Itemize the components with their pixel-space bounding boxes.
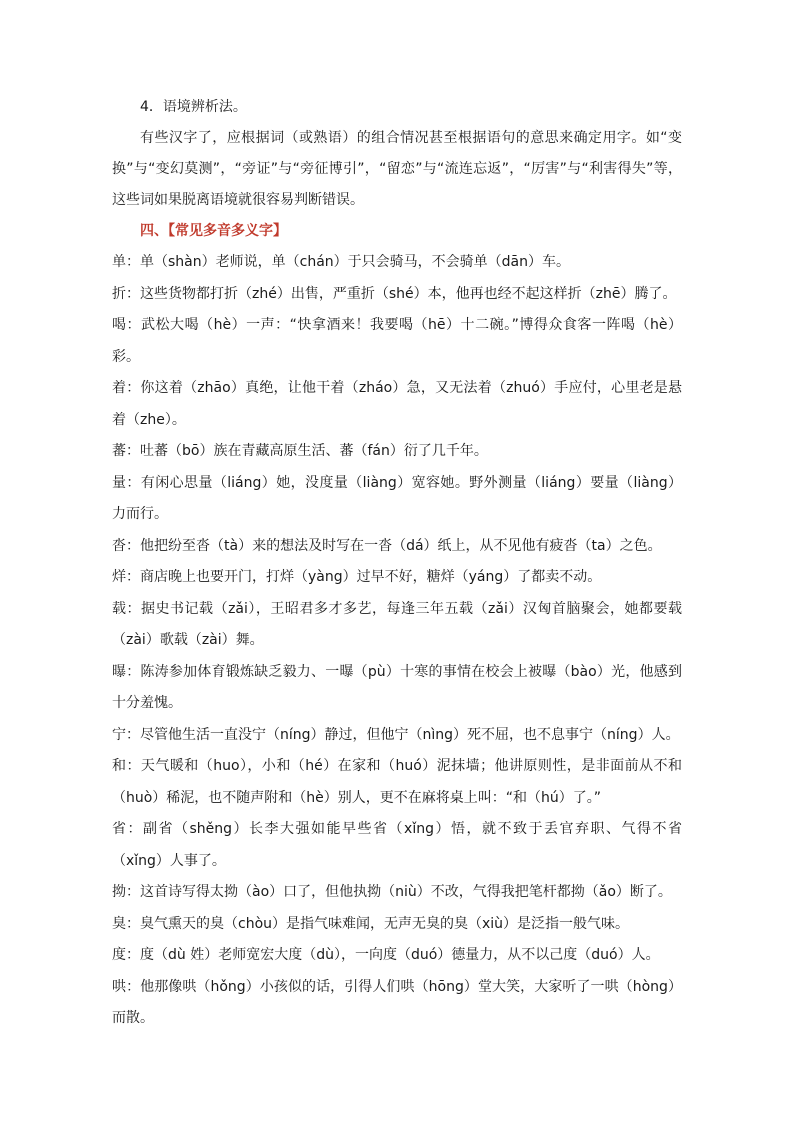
entry-ning: 宁：尽管他生活一直没宁（níng）静过，但他宁（nìng）死不屈，也不息事宁（níng）人。 [112, 726, 680, 743]
section-title: 4．语境辨析法。 [140, 99, 247, 115]
entry-chou: 臭：臭气熏天的臭（chòu）是指气味难闻，无声无臭的臭（xiù）是泛指一般气味。 [112, 915, 630, 932]
entry-pu: 曝：陈涛参加体育锻炼缺乏毅力、一曝（pù）十寒的事情在校会上被曝（bào）光，他感到十分羞愧。 [112, 663, 682, 711]
entry-zai: 载：据史书记载（zǎi），王昭君多才多艺，每逢三年五载（zǎi）汉匈首脑聚会，她都要载（zài）歌载（zài）舞。 [112, 600, 682, 648]
entry-liang: 量：有闲心思量（liáng）她，没度量（liàng）宽容她。野外测量（liáng）要量（liàng）力而行。 [112, 474, 682, 522]
entry-zhao: 着：你这着（zhāo）真绝，让他干着（zháo）急，又无法着（zhuó）手应付，心里老是悬着（zhe）。 [112, 380, 682, 428]
entry-sheng: 省：副省（shěng）长李大强如能早些省（xǐng）悟，就不致于丢官弃职、气得不省（xǐng）人事了。 [112, 821, 682, 869]
section-heading: 四、【常见多音多义字】 [140, 223, 287, 239]
entry-he: 喝：武松大喝（hè）一声：“快拿酒来！我要喝（hē）十二碗。”博得众食客一阵喝（hè）彩。 [112, 317, 682, 365]
entry-huo: 和：天气暖和（huo），小和（hé）在家和（huó）泥抹墙；他讲原则性，是非面前从不和（huò）稀泥，也不随声附和（hè）别人，更不在麻将桌上叫：“和（hú）了。” [112, 758, 682, 806]
entry-hong: 哄：他那像哄（hǒng）小孩似的话，引得人们哄（hōng）堂大笑，大家听了一哄（hòng）而散。 [112, 978, 682, 1026]
entry-dan: 单：单（shàn）老师说，单（chán）于只会骑马，不会骑单（dān）车。 [112, 254, 570, 270]
entry-du: 度：度（dù 姓）老师宽宏大度（dù），一向度（duó）德量力，从不以己度（duó）人。 [112, 947, 660, 963]
entry-yang: 烊：商店晚上也要开门，打烊（yàng）过早不好，糖烊（yáng）了都卖不动。 [112, 569, 602, 585]
section-paragraph: 有些汉字了，应根据词（或熟语）的组合情况甚至根据语句的意思来确定用字。如“变换”与“变幻莫测”，“旁证”与“旁征博引”，“留恋”与“流连忘返”，“厉害”与“利害得失”等，这些词如果脱离语境就很容易判断错误。 [112, 130, 682, 208]
entry-fan: 蕃：吐蕃（bō）族在青藏高原生活、蕃（fán）衍了几千年。 [112, 443, 488, 459]
entry-zhe: 折：这些货物都打折（zhé）出售，严重折（shé）本，他再也经不起这样折（zhē）腾了。 [112, 285, 677, 302]
document-body [112, 92, 682, 1035]
entry-ao: 拗：这首诗写得太拗（ào）口了，但他执拗（niù）不改，气得我把笔杆都拗（ǎo）断了。 [112, 884, 672, 900]
entry-ta: 沓：他把纷至沓（tà）来的想法及时写在一沓（dá）纸上，从不见他有疲沓（ta）之色。 [112, 537, 662, 554]
